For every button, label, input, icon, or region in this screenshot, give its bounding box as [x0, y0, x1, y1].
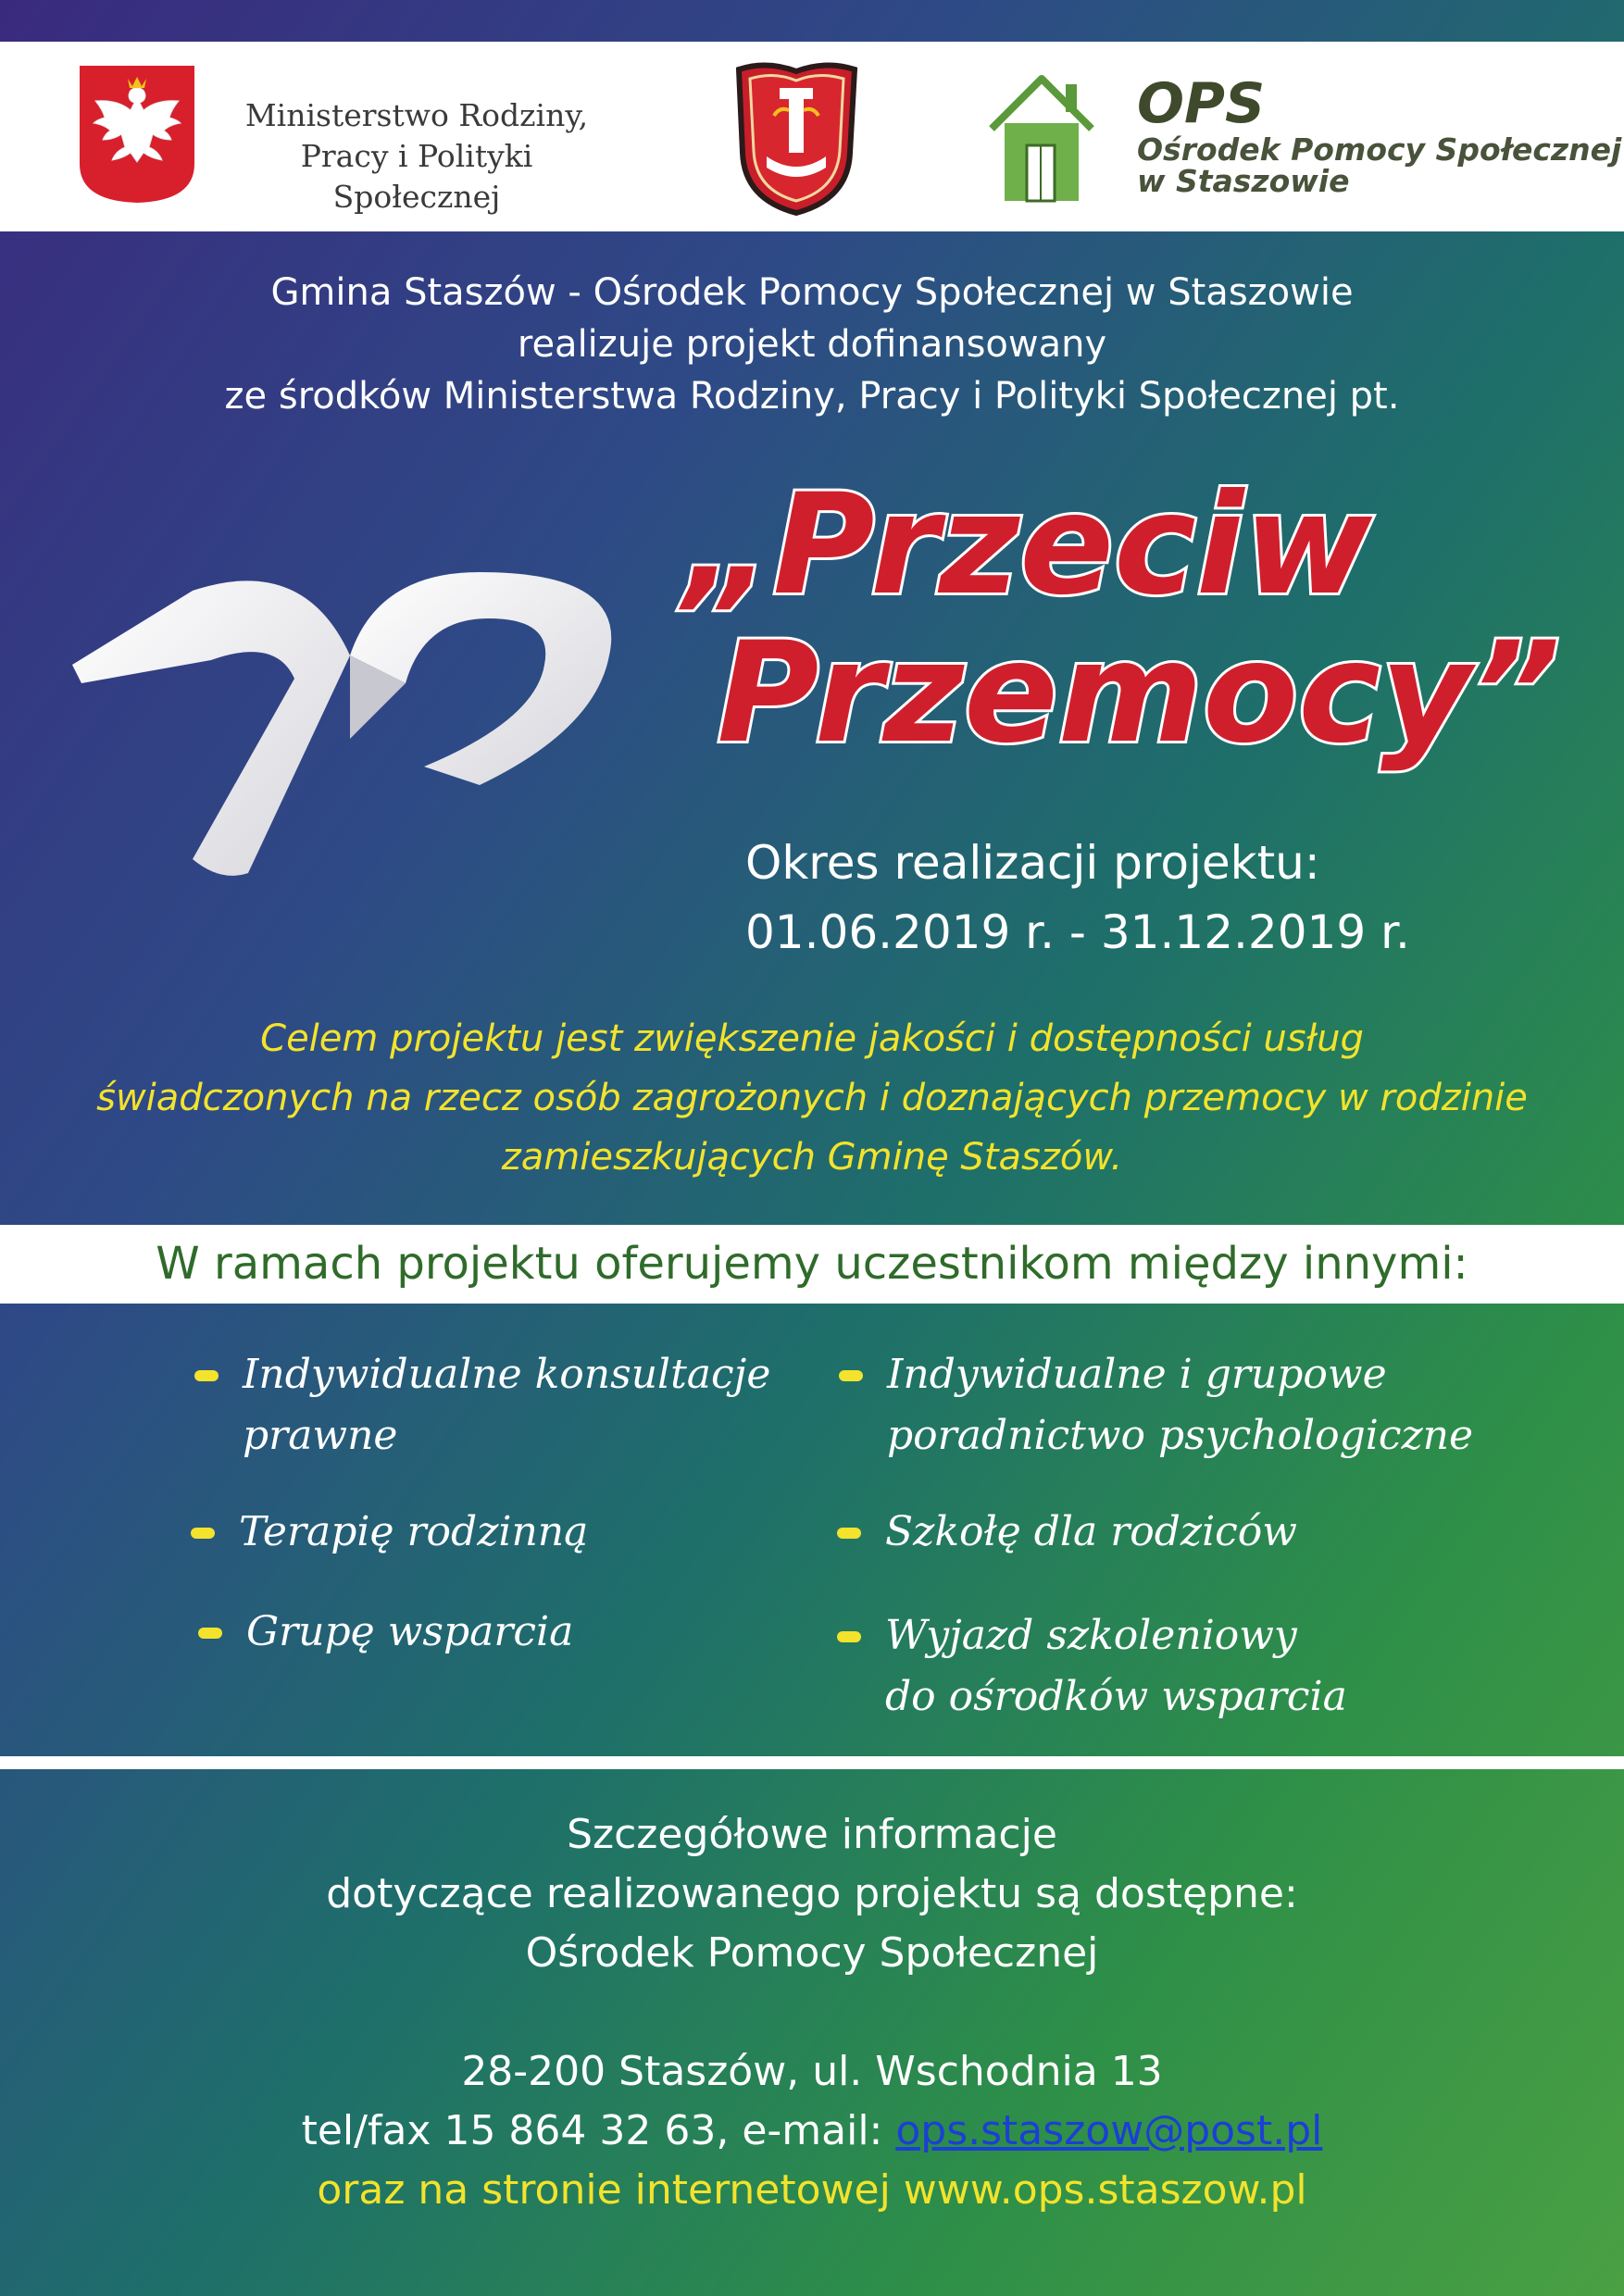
- ops-house-logo-icon: [986, 71, 1097, 206]
- offer-item: [246, 1602, 573, 1663]
- project-goal-line3: zamieszkujących Gminę Staszów.: [501, 1136, 1123, 1179]
- offer-item-line2: do ośrodków wsparcia: [885, 1673, 1347, 1720]
- bullet-icon: [198, 1628, 222, 1639]
- project-title-line1: „Przeciw: [683, 465, 1372, 626]
- intro-line2: realizuje projekt dofinansowany: [517, 323, 1107, 366]
- intro-line3: ze środków Ministerstwa Rodziny, Pracy i Polityki Społecznej pt.: [224, 375, 1400, 418]
- intro-line1: Gmina Staszów - Ośrodek Pomocy Społecznej w Staszowie: [270, 271, 1354, 314]
- ministry-name: [213, 95, 620, 218]
- project-period-label: Okres realizacji projektu:: [745, 836, 1320, 890]
- intro-text: [93, 267, 1531, 422]
- bullet-icon: [837, 1528, 861, 1539]
- ministry-name-line1: Ministerstwo Rodziny,: [244, 97, 589, 133]
- offer-item-line1: Wyjazd szkoleniowy: [885, 1612, 1297, 1659]
- website-line: oraz na stronie internetowej www.ops.staszow.pl: [317, 2166, 1307, 2214]
- polish-eagle-emblem-icon: [76, 62, 198, 206]
- ministry-name-line2: Pracy i Polityki Społecznej: [300, 138, 533, 215]
- offer-item: [239, 1502, 588, 1563]
- contact-info-line1: Szczegółowe informacje: [567, 1811, 1057, 1858]
- offer-item-line2: prawne: [243, 1412, 398, 1459]
- offer-item-line1: Indywidualne i grupowe: [887, 1351, 1387, 1398]
- bullet-icon: [194, 1370, 219, 1381]
- contact-phone: tel/fax 15 864 32 63, e-mail:: [301, 2107, 896, 2154]
- project-period-dates: 01.06.2019 r. - 31.12.2019 r.: [745, 905, 1410, 959]
- logo-band: [0, 42, 1624, 231]
- offer-item: [885, 1502, 1297, 1563]
- contact-address: 28-200 Staszów, ul. Wschodnia 13: [461, 2048, 1163, 2095]
- section-divider: [0, 1756, 1624, 1769]
- ops-logo-name-line2: w Staszowie: [1137, 163, 1350, 199]
- ops-logo-abbreviation: OPS: [1137, 71, 1266, 136]
- contact-info: [0, 1805, 1624, 2220]
- contact-info-line2: dotyczące realizowanego projektu są dostępne:: [326, 1870, 1298, 1917]
- project-goal-line2: świadczonych na rzecz osób zagrożonych i doznających przemocy w rodzinie: [96, 1077, 1528, 1119]
- ops-logo-name-line1: Ośrodek Pomocy Społecznej: [1137, 131, 1622, 168]
- offer-band: [0, 1225, 1624, 1304]
- offer-item-line1: Grupę wsparcia: [246, 1608, 574, 1655]
- offer-item-line1: Terapię rodzinną: [239, 1508, 589, 1555]
- project-goal-line1: Celem projektu jest zwiększenie jakości i dostępności usług: [260, 1017, 1364, 1060]
- offer-item-line1: Szkołę dla rodziców: [885, 1508, 1297, 1555]
- email-link[interactable]: ops.staszow@post.pl: [895, 2107, 1323, 2154]
- staszow-coat-of-arms-icon: [730, 60, 864, 218]
- offer-item-line2: poradnictwo psychologiczne: [887, 1412, 1474, 1459]
- ops-logo-name: [1137, 131, 1622, 199]
- project-period: [745, 829, 1410, 967]
- offer-item: [243, 1344, 770, 1466]
- offer-item-line1: Indywidualne konsultacje: [243, 1351, 771, 1398]
- bullet-icon: [837, 1631, 861, 1642]
- project-title-line2: Przemocy”: [717, 613, 1561, 774]
- contact-phone-email: [0, 2102, 1624, 2161]
- contact-info-spacer: [0, 1983, 1624, 2042]
- white-ribbon-icon: [72, 554, 628, 878]
- contact-info-line3: Ośrodek Pomocy Społecznej: [525, 1929, 1099, 1977]
- offer-item: [885, 1605, 1347, 1728]
- offer-item: [887, 1344, 1473, 1466]
- bullet-icon: [191, 1528, 215, 1539]
- project-goal: [19, 1009, 1605, 1187]
- bullet-icon: [839, 1370, 863, 1381]
- offer-heading: W ramach projektu oferujemy uczestnikom między innymi:: [156, 1238, 1468, 1290]
- project-title: [639, 463, 1611, 796]
